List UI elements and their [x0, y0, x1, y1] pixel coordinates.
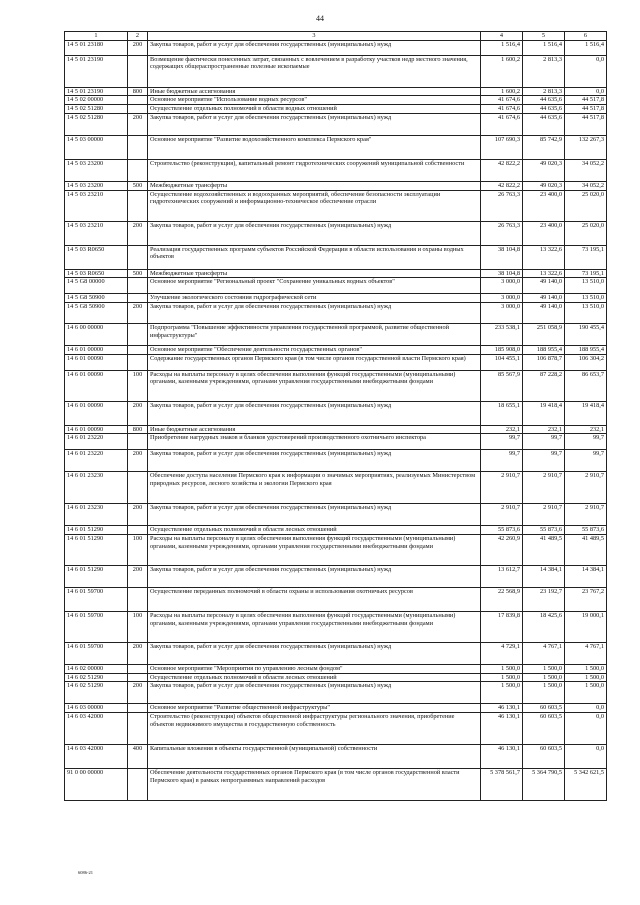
row-name: Межбюджетные трансферты	[148, 269, 481, 278]
table-row	[65, 269, 607, 278]
amount-year-2: 106 878,7	[523, 354, 565, 370]
amount-year-3: 1 500,0	[565, 673, 607, 682]
expense-type	[128, 278, 148, 294]
amount-year-2: 2 910,7	[523, 504, 565, 526]
row-code: 14 6 03 00000	[65, 704, 128, 713]
amount-year-2: 55 873,6	[523, 526, 565, 535]
amount-year-1: 2 910,7	[481, 504, 523, 526]
row-code: 91 0 00 00000	[65, 769, 128, 801]
row-name: Закупка товаров, работ и услуг для обеспечения государственных (муниципальных) нужд	[148, 302, 481, 323]
table-row	[65, 588, 607, 612]
amount-year-1: 55 873,6	[481, 526, 523, 535]
table-row	[65, 221, 607, 245]
amount-year-2: 5 364 790,5	[523, 769, 565, 801]
row-name: Строительство (реконструкция) объектов общественной инфраструктуры регионального значения, приобретение объектов недвижимого имущества в государственную собственность	[148, 713, 481, 745]
expense-type	[128, 105, 148, 114]
amount-year-1: 18 655,1	[481, 401, 523, 425]
row-name: Закупка товаров, работ и услуг для обеспечения государственных (муниципальных) нужд	[148, 40, 481, 55]
row-code: 14 5 03 23210	[65, 221, 128, 245]
amount-year-1: 1 500,0	[481, 682, 523, 704]
amount-year-3: 4 767,1	[565, 643, 607, 665]
table-row	[65, 55, 607, 87]
expense-type	[128, 159, 148, 181]
amount-year-3: 188 955,4	[565, 345, 607, 354]
row-name: Закупка товаров, работ и услуг для обеспечения государственных (муниципальных) нужд	[148, 566, 481, 588]
amount-year-1: 3 000,0	[481, 302, 523, 323]
row-code: 14 5 03 23210	[65, 190, 128, 221]
amount-year-3: 106 304,2	[565, 354, 607, 370]
row-code: 14 6 01 23230	[65, 504, 128, 526]
amount-year-3: 19 000,1	[565, 612, 607, 643]
row-name: Строительство (реконструкция), капитальный ремонт гидротехнических сооружений муниципальной собственности	[148, 159, 481, 181]
row-name: Обеспечение доступа населения Пермского края к информации о значимых мероприятиях, реализуемых Министерством природных ресурсов, лесного хозяйства и экологии Пермского края	[148, 472, 481, 504]
amount-year-2: 60 603,5	[523, 704, 565, 713]
expense-type	[128, 704, 148, 713]
table-row	[65, 535, 607, 566]
amount-year-1: 41 674,6	[481, 96, 523, 105]
row-name: Приобретение нагрудных знаков и бланков удостоверений производственного охотничьего инспектора	[148, 434, 481, 450]
row-code: 14 5 03 23200	[65, 181, 128, 190]
row-code: 14 5 G8 50900	[65, 302, 128, 323]
row-code: 14 6 01 00090	[65, 401, 128, 425]
amount-year-2: 44 635,6	[523, 113, 565, 135]
row-name: Осуществление переданных полномочий в области охраны и использования охотничьих ресурсов	[148, 588, 481, 612]
amount-year-1: 41 674,6	[481, 105, 523, 114]
amount-year-2: 44 635,6	[523, 96, 565, 105]
header-cell: 2	[128, 32, 148, 41]
row-name: Подпрограмма "Повышение эффективности управления государственной программой, развитие общественной инфраструктуры"	[148, 323, 481, 345]
amount-year-3: 2 910,7	[565, 472, 607, 504]
amount-year-2: 49 020,3	[523, 159, 565, 181]
expense-type: 800	[128, 425, 148, 434]
expense-type: 500	[128, 269, 148, 278]
amount-year-3: 44 517,8	[565, 113, 607, 135]
amount-year-3: 44 517,8	[565, 96, 607, 105]
row-code: 14 6 01 23230	[65, 472, 128, 504]
row-name: Капитальные вложения в объекты государственной (муниципальной) собственности	[148, 745, 481, 769]
table-row	[65, 96, 607, 105]
amount-year-3: 190 455,4	[565, 323, 607, 345]
amount-year-1: 42 822,2	[481, 159, 523, 181]
table-row	[65, 504, 607, 526]
table-row	[65, 345, 607, 354]
amount-year-1: 38 104,8	[481, 269, 523, 278]
amount-year-3: 73 195,1	[565, 269, 607, 278]
amount-year-3: 73 195,1	[565, 245, 607, 269]
header-cell: 5	[523, 32, 565, 41]
amount-year-2: 13 322,6	[523, 269, 565, 278]
row-code: 14 6 01 00000	[65, 345, 128, 354]
amount-year-3: 0,0	[565, 704, 607, 713]
amount-year-3: 0,0	[565, 713, 607, 745]
amount-year-2: 2 813,3	[523, 55, 565, 87]
amount-year-1: 42 822,2	[481, 181, 523, 190]
amount-year-3: 25 020,0	[565, 221, 607, 245]
row-code: 14 5 02 51280	[65, 113, 128, 135]
expense-type	[128, 55, 148, 87]
amount-year-2: 1 500,0	[523, 682, 565, 704]
table-row	[65, 294, 607, 303]
amount-year-3: 1 500,0	[565, 665, 607, 674]
amount-year-2: 18 425,6	[523, 612, 565, 643]
row-code: 14 6 03 42000	[65, 713, 128, 745]
row-name: Основное мероприятие "Развитие общественной инфраструктуры"	[148, 704, 481, 713]
header-cell: 6	[565, 32, 607, 41]
amount-year-1: 185 908,0	[481, 345, 523, 354]
row-name: Расходы на выплаты персоналу в целях обеспечения выполнения функций государственными (муниципальными) органами, казенными учреждениями, органами управления государственными внебюджетными фондами	[148, 535, 481, 566]
expense-type: 200	[128, 566, 148, 588]
row-name: Иные бюджетные ассигнования	[148, 87, 481, 96]
amount-year-2: 1 500,0	[523, 673, 565, 682]
table-row	[65, 713, 607, 745]
amount-year-3: 44 517,8	[565, 105, 607, 114]
row-name: Закупка товаров, работ и услуг для обеспечения государственных (муниципальных) нужд	[148, 682, 481, 704]
amount-year-3: 25 020,0	[565, 190, 607, 221]
table-row	[65, 472, 607, 504]
expense-type: 200	[128, 113, 148, 135]
amount-year-1: 1 600,2	[481, 55, 523, 87]
row-name: Осуществление водохозяйственных и водоохранных мероприятий, обеспечение безопасности эксплуатации гидротехнических сооружений и информационно-техническое обеспечение отрасли	[148, 190, 481, 221]
expense-type: 200	[128, 401, 148, 425]
row-name: Основное мероприятие "Развитие водохозяйственного комплекса Пермского края"	[148, 135, 481, 159]
amount-year-3: 132 267,3	[565, 135, 607, 159]
amount-year-2: 85 742,9	[523, 135, 565, 159]
table-row	[65, 682, 607, 704]
amount-year-1: 1 500,0	[481, 673, 523, 682]
amount-year-3: 2 910,7	[565, 504, 607, 526]
row-name: Расходы на выплаты персоналу в целях обеспечения выполнения функций государственными (муниципальными) органами, казенными учреждениями, органами управления государственными внебюджетными фондами	[148, 370, 481, 401]
expense-type	[128, 323, 148, 345]
amount-year-1: 26 763,3	[481, 221, 523, 245]
header-cell: 1	[65, 32, 128, 41]
amount-year-2: 2 813,3	[523, 87, 565, 96]
expense-type	[128, 665, 148, 674]
amount-year-1: 1 516,4	[481, 40, 523, 55]
row-code: 14 6 02 00000	[65, 665, 128, 674]
expense-type: 100	[128, 612, 148, 643]
expense-type	[128, 713, 148, 745]
row-code: 14 6 01 51290	[65, 535, 128, 566]
amount-year-2: 251 058,9	[523, 323, 565, 345]
table-row	[65, 425, 607, 434]
amount-year-3: 55 873,6	[565, 526, 607, 535]
amount-year-2: 99,7	[523, 450, 565, 472]
amount-year-1: 232,1	[481, 425, 523, 434]
table-row	[65, 105, 607, 114]
row-code: 14 6 01 59700	[65, 588, 128, 612]
amount-year-1: 85 567,9	[481, 370, 523, 401]
row-code: 14 6 01 59700	[65, 643, 128, 665]
amount-year-3: 232,1	[565, 425, 607, 434]
table-row	[65, 401, 607, 425]
budget-table	[64, 31, 607, 801]
row-name: Закупка товаров, работ и услуг для обеспечения государственных (муниципальных) нужд	[148, 401, 481, 425]
row-code: 14 6 01 51290	[65, 566, 128, 588]
amount-year-1: 46 130,1	[481, 704, 523, 713]
table-row	[65, 181, 607, 190]
amount-year-2: 49 020,3	[523, 181, 565, 190]
expense-type: 200	[128, 682, 148, 704]
page-number: 44	[316, 14, 324, 23]
table-row	[65, 526, 607, 535]
table-row	[65, 113, 607, 135]
amount-year-3: 34 052,2	[565, 159, 607, 181]
expense-type	[128, 472, 148, 504]
expense-type: 200	[128, 643, 148, 665]
expense-type	[128, 769, 148, 801]
table-row	[65, 302, 607, 323]
table-row	[65, 612, 607, 643]
amount-year-3: 99,7	[565, 450, 607, 472]
expense-type	[128, 434, 148, 450]
expense-type: 200	[128, 450, 148, 472]
header-cell: 3	[148, 32, 481, 41]
amount-year-1: 4 729,1	[481, 643, 523, 665]
expense-type: 800	[128, 87, 148, 96]
table-row	[65, 769, 607, 801]
amount-year-3: 13 510,0	[565, 294, 607, 303]
amount-year-2: 1 516,4	[523, 40, 565, 55]
row-name: Основное мероприятие "Обеспечение деятельности государственных органов"	[148, 345, 481, 354]
amount-year-2: 23 192,7	[523, 588, 565, 612]
amount-year-2: 23 400,0	[523, 221, 565, 245]
row-code: 14 6 01 59700	[65, 612, 128, 643]
amount-year-1: 41 674,6	[481, 113, 523, 135]
row-name: Основное мероприятие "Региональный проект "Сохранение уникальных водных объектов"	[148, 278, 481, 294]
row-name: Закупка товаров, работ и услуг для обеспечения государственных (муниципальных) нужд	[148, 113, 481, 135]
row-name: Закупка товаров, работ и услуг для обеспечения государственных (муниципальных) нужд	[148, 450, 481, 472]
row-code: 14 5 03 R0650	[65, 245, 128, 269]
table-row	[65, 87, 607, 96]
row-name: Осуществление отдельных полномочий в области водных отношений	[148, 105, 481, 114]
table-row	[65, 40, 607, 55]
amount-year-1: 5 378 561,7	[481, 769, 523, 801]
amount-year-2: 41 489,5	[523, 535, 565, 566]
amount-year-1: 99,7	[481, 450, 523, 472]
amount-year-1: 17 839,8	[481, 612, 523, 643]
header-cell: 4	[481, 32, 523, 41]
expense-type: 100	[128, 535, 148, 566]
table-row	[65, 673, 607, 682]
amount-year-2: 44 635,6	[523, 105, 565, 114]
expense-type	[128, 294, 148, 303]
amount-year-2: 99,7	[523, 434, 565, 450]
row-name: Закупка товаров, работ и услуг для обеспечения государственных (муниципальных) нужд	[148, 504, 481, 526]
row-name: Расходы на выплаты персоналу в целях обеспечения выполнения функций государственными (муниципальными) органами, казенными учреждениями, органами управления государственными внебюджетными фондами	[148, 612, 481, 643]
amount-year-3: 0,0	[565, 87, 607, 96]
amount-year-3: 41 489,5	[565, 535, 607, 566]
expense-type: 100	[128, 370, 148, 401]
row-name: Закупка товаров, работ и услуг для обеспечения государственных (муниципальных) нужд	[148, 221, 481, 245]
row-code: 14 5 G8 50900	[65, 294, 128, 303]
row-code: 14 6 01 00090	[65, 354, 128, 370]
row-name: Реализация государственных программ субъектов Российской Федерации в области использования и охраны водных объектов	[148, 245, 481, 269]
row-name: Иные бюджетные ассигнования	[148, 425, 481, 434]
expense-type	[128, 345, 148, 354]
expense-type	[128, 245, 148, 269]
amount-year-1: 13 612,7	[481, 566, 523, 588]
amount-year-1: 3 000,0	[481, 278, 523, 294]
table-row	[65, 643, 607, 665]
table-row	[65, 450, 607, 472]
amount-year-1: 3 000,0	[481, 294, 523, 303]
amount-year-2: 60 603,5	[523, 713, 565, 745]
table-row	[65, 370, 607, 401]
table-row	[65, 323, 607, 345]
table-row	[65, 665, 607, 674]
amount-year-1: 42 260,9	[481, 535, 523, 566]
amount-year-1: 1 500,0	[481, 665, 523, 674]
row-code: 14 6 01 23220	[65, 450, 128, 472]
expense-type: 500	[128, 181, 148, 190]
amount-year-2: 13 322,6	[523, 245, 565, 269]
row-code: 14 6 02 51290	[65, 673, 128, 682]
amount-year-3: 1 516,4	[565, 40, 607, 55]
amount-year-3: 13 510,0	[565, 278, 607, 294]
row-code: 14 5 02 00000	[65, 96, 128, 105]
amount-year-1: 38 104,8	[481, 245, 523, 269]
expense-type	[128, 190, 148, 221]
amount-year-2: 14 384,1	[523, 566, 565, 588]
amount-year-3: 19 418,4	[565, 401, 607, 425]
row-code: 14 6 01 00090	[65, 370, 128, 401]
row-name: Осуществление отдельных полномочий в области лесных отношений	[148, 526, 481, 535]
expense-type: 200	[128, 302, 148, 323]
table-row	[65, 159, 607, 181]
row-code: 14 5 02 51280	[65, 105, 128, 114]
row-name: Обеспечение деятельности государственных органов Пермского края (в том числе органов государственной власти Пермского края) в рамках непрограммных направлений расходов	[148, 769, 481, 801]
amount-year-2: 232,1	[523, 425, 565, 434]
row-name: Содержание государственных органов Пермского края (в том числе органов государственной власти Пермского края)	[148, 354, 481, 370]
amount-year-3: 34 052,2	[565, 181, 607, 190]
amount-year-1: 1 600,2	[481, 87, 523, 96]
amount-year-1: 22 568,9	[481, 588, 523, 612]
row-name: Межбюджетные трансферты	[148, 181, 481, 190]
amount-year-2: 60 603,5	[523, 745, 565, 769]
amount-year-3: 13 510,0	[565, 302, 607, 323]
expense-type	[128, 135, 148, 159]
table-row	[65, 190, 607, 221]
expense-type	[128, 673, 148, 682]
row-code: 14 6 00 00000	[65, 323, 128, 345]
footer-code: 6086-21	[78, 870, 93, 875]
amount-year-2: 2 910,7	[523, 472, 565, 504]
amount-year-3: 0,0	[565, 745, 607, 769]
amount-year-3: 14 384,1	[565, 566, 607, 588]
expense-type	[128, 354, 148, 370]
amount-year-3: 1 500,0	[565, 682, 607, 704]
amount-year-1: 46 130,1	[481, 745, 523, 769]
table-row	[65, 704, 607, 713]
table-row	[65, 245, 607, 269]
table-row	[65, 745, 607, 769]
expense-type	[128, 96, 148, 105]
header-row	[65, 32, 607, 41]
row-name: Основное мероприятие "Мероприятия по управлению лесным фондом"	[148, 665, 481, 674]
amount-year-3: 23 767,2	[565, 588, 607, 612]
row-name: Возмещение фактически понесенных затрат, связанных с вовлечением в разработку участков недр местного значения, содержащих общераспространенные полезные ископаемые	[148, 55, 481, 87]
row-code: 14 5 01 23190	[65, 87, 128, 96]
amount-year-2: 1 500,0	[523, 665, 565, 674]
row-name: Осуществление отдельных полномочий в области лесных отношений	[148, 673, 481, 682]
row-code: 14 6 03 42000	[65, 745, 128, 769]
amount-year-1: 104 455,1	[481, 354, 523, 370]
row-code: 14 5 01 23190	[65, 55, 128, 87]
expense-type: 400	[128, 745, 148, 769]
amount-year-2: 49 140,0	[523, 294, 565, 303]
row-code: 14 6 01 51290	[65, 526, 128, 535]
expense-type: 200	[128, 504, 148, 526]
row-code: 14 5 G8 00000	[65, 278, 128, 294]
amount-year-1: 46 130,1	[481, 713, 523, 745]
amount-year-1: 233 538,1	[481, 323, 523, 345]
expense-type	[128, 588, 148, 612]
row-code: 14 5 03 23200	[65, 159, 128, 181]
amount-year-1: 26 763,3	[481, 190, 523, 221]
table-row	[65, 434, 607, 450]
amount-year-2: 87 228,2	[523, 370, 565, 401]
amount-year-1: 107 690,3	[481, 135, 523, 159]
row-name: Закупка товаров, работ и услуг для обеспечения государственных (муниципальных) нужд	[148, 643, 481, 665]
row-code: 14 5 03 00000	[65, 135, 128, 159]
row-code: 14 5 03 R0650	[65, 269, 128, 278]
expense-type	[128, 526, 148, 535]
row-name: Основное мероприятие "Использование водных ресурсов"	[148, 96, 481, 105]
amount-year-1: 99,7	[481, 434, 523, 450]
amount-year-1: 2 910,7	[481, 472, 523, 504]
expense-type: 200	[128, 40, 148, 55]
row-code: 14 5 01 23180	[65, 40, 128, 55]
table-row	[65, 135, 607, 159]
amount-year-2: 188 955,4	[523, 345, 565, 354]
row-name: Улучшение экологического состояния гидрографической сети	[148, 294, 481, 303]
table-row	[65, 278, 607, 294]
row-code: 14 6 02 51290	[65, 682, 128, 704]
expense-type: 200	[128, 221, 148, 245]
amount-year-3: 5 342 621,5	[565, 769, 607, 801]
amount-year-2: 23 400,0	[523, 190, 565, 221]
table-row	[65, 566, 607, 588]
amount-year-2: 4 767,1	[523, 643, 565, 665]
row-code: 14 6 01 23220	[65, 434, 128, 450]
amount-year-2: 49 140,0	[523, 302, 565, 323]
amount-year-2: 49 140,0	[523, 278, 565, 294]
amount-year-3: 99,7	[565, 434, 607, 450]
amount-year-3: 86 653,7	[565, 370, 607, 401]
table-row	[65, 354, 607, 370]
amount-year-3: 0,0	[565, 55, 607, 87]
amount-year-2: 19 418,4	[523, 401, 565, 425]
row-code: 14 6 01 00090	[65, 425, 128, 434]
